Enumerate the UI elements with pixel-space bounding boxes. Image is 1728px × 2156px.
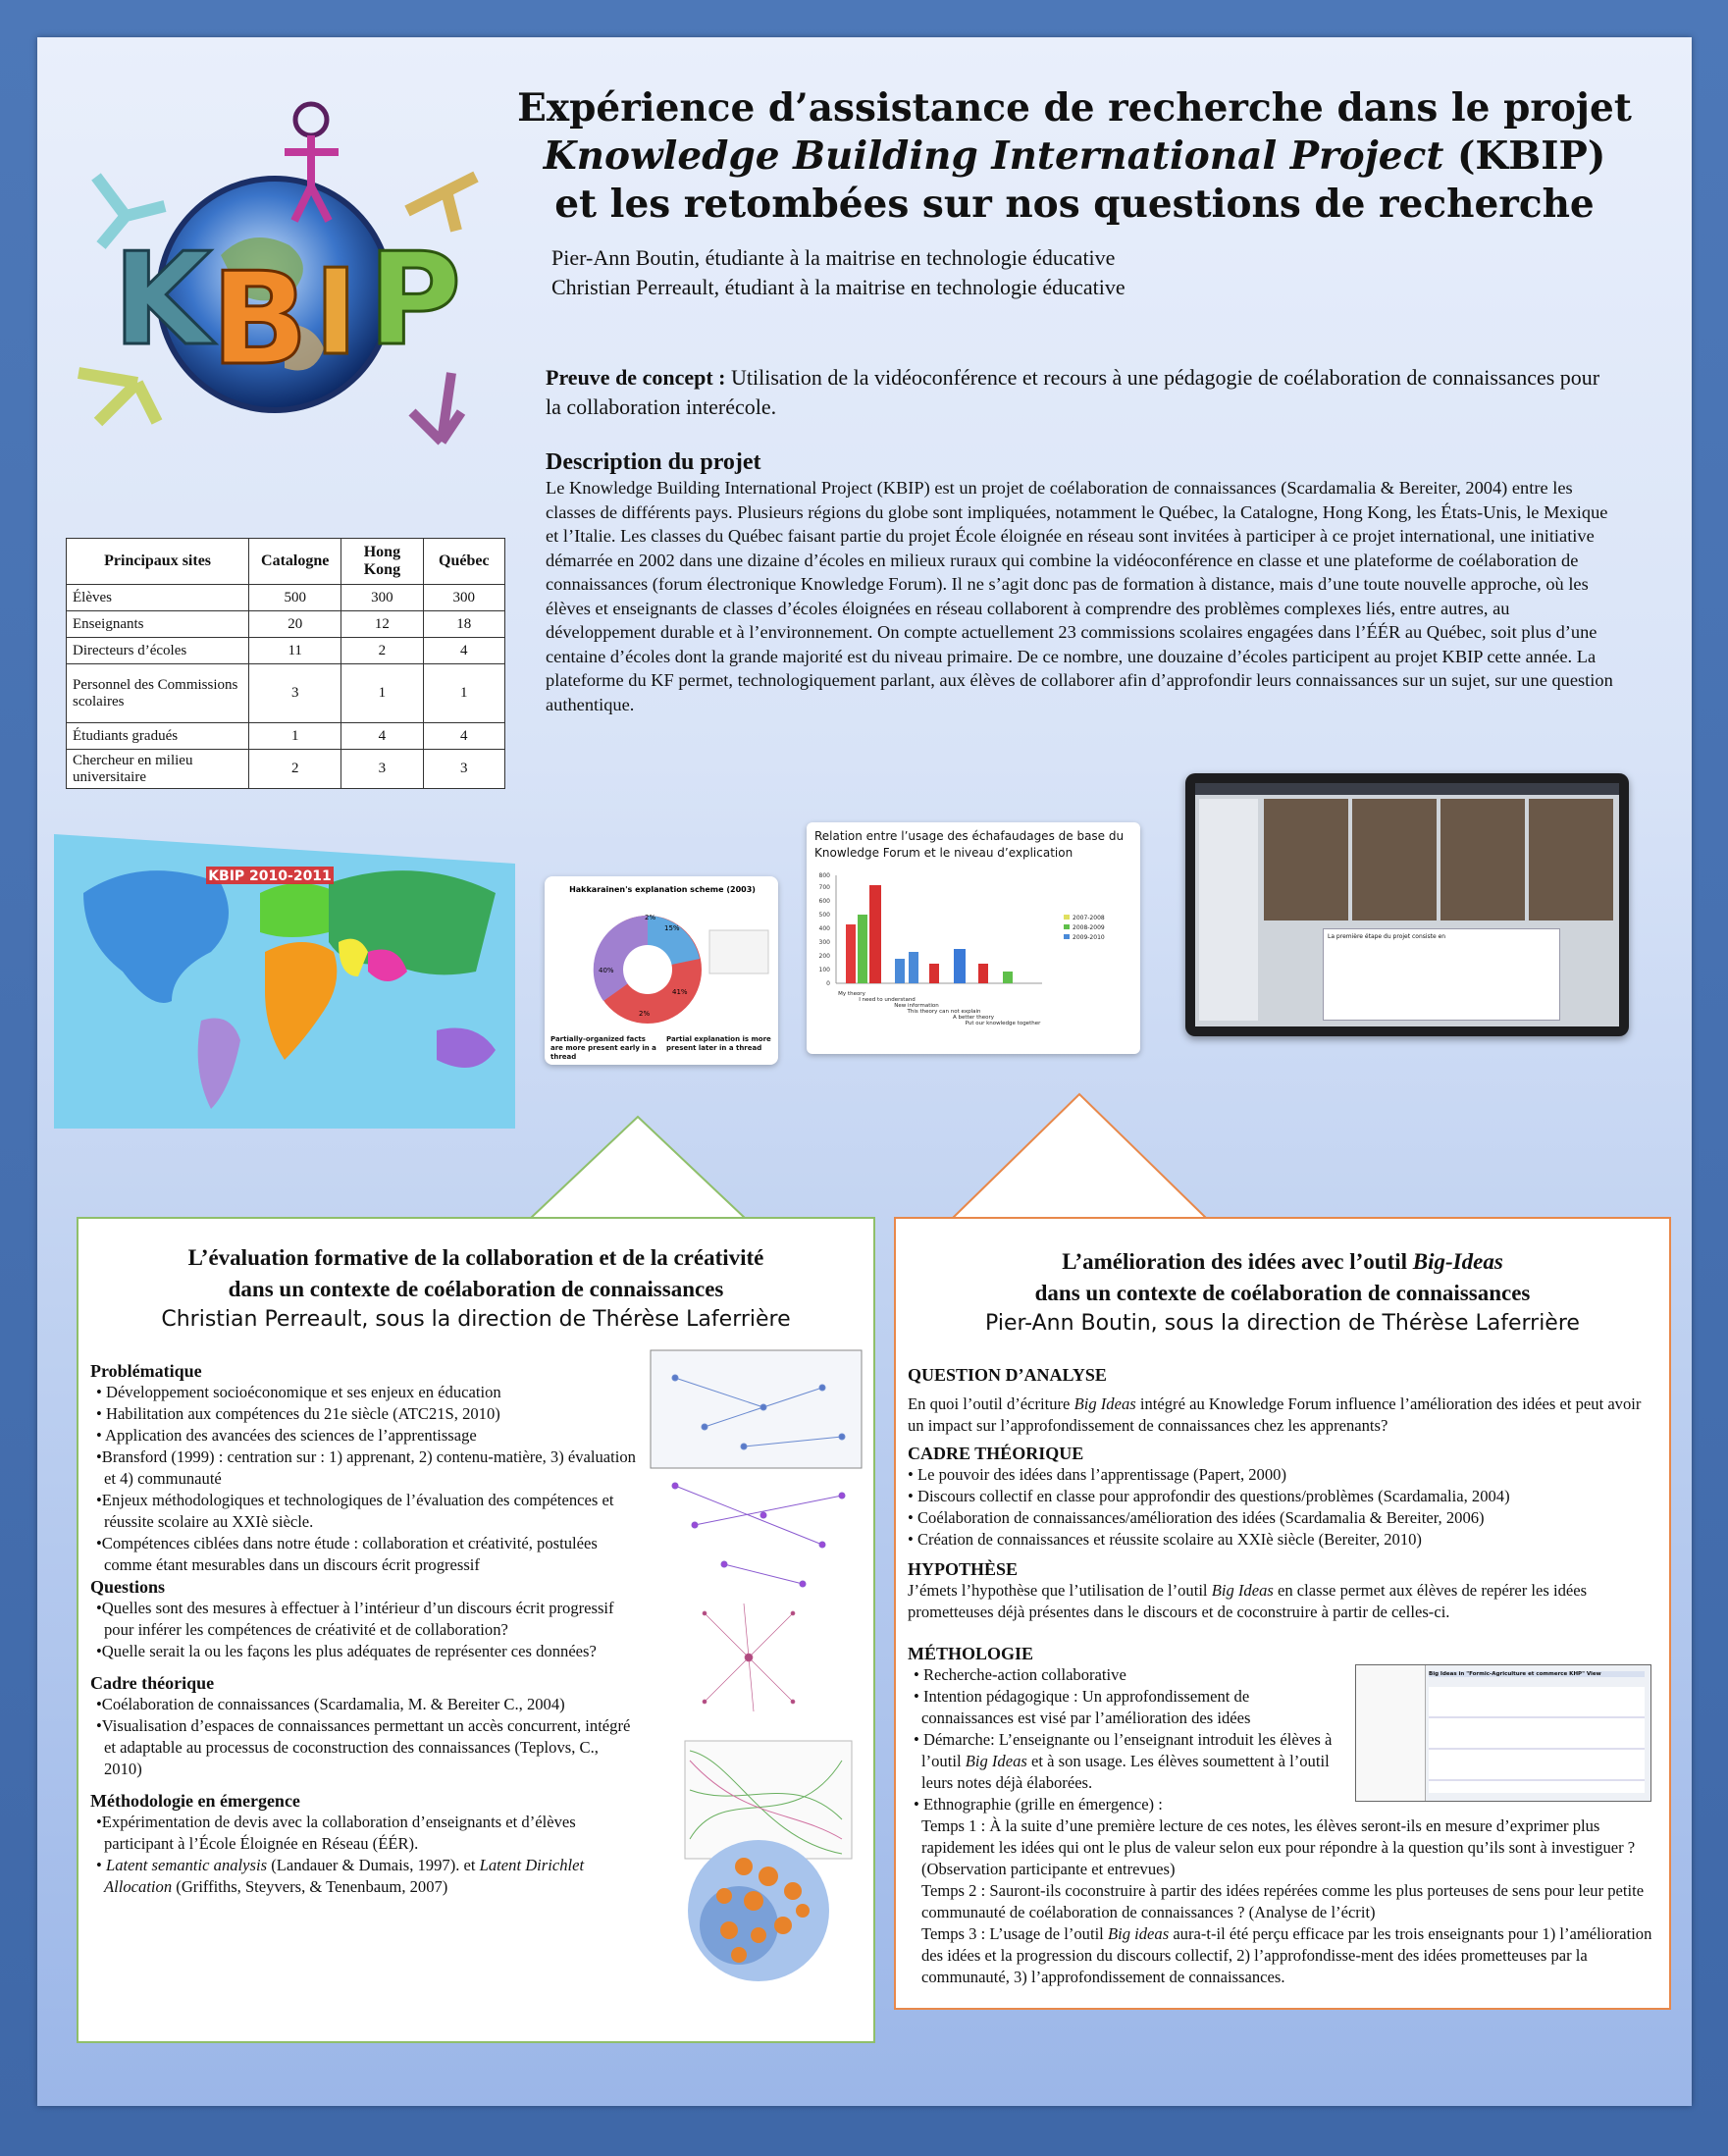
y-tick: 300 xyxy=(818,939,830,946)
list-item: • Intention pédagogique : Un approfondissement de connaissances est visé par l’amélioration des idées xyxy=(914,1687,1251,1727)
italic-term: Big Ideas xyxy=(1211,1581,1274,1600)
time-step-1: Temps 1 : À la suite d’une première lecture de ces notes, les élèves seront-ils en mesure d’exprimer plus rapidement les idées qui ont le plus de valeur selon eux pour répondre à la question qu’ils sont à investiguer ? (Observation participante et entrevues) xyxy=(921,1816,1636,1878)
table-cell: 12 xyxy=(341,611,423,638)
section-heading: QUESTION D’ANALYSE xyxy=(908,1365,1107,1385)
table-cell: 11 xyxy=(249,638,341,664)
section-heading: Questions xyxy=(90,1577,166,1597)
left-box-title-2: dans un contexte de coélaboration de connaissances xyxy=(228,1277,724,1301)
table-cell: 300 xyxy=(341,585,423,611)
legend-item: 2008-2009 xyxy=(1073,924,1105,931)
bar-chart-title: Relation entre l’usage des échafaudages de base du Knowledge Forum et le niveau d’explication xyxy=(814,829,1125,860)
list-item: •Coélaboration de connaissances (Scardamalia, M. & Bereiter C., 2004) xyxy=(96,1695,565,1713)
x-tick: Put our knowledge together xyxy=(965,1021,1041,1026)
list-item: • Ethnographie (grille en émergence) : xyxy=(914,1795,1163,1814)
left-box-content xyxy=(90,1360,640,1898)
table-cell: 4 xyxy=(423,723,504,750)
list-item: •Expérimentation de devis avec la collaboration d’enseignants et d’élèves participant à l’École Éloignée en Réseau (ÉÉR). xyxy=(96,1813,576,1853)
title-line-1: Expérience d’assistance de recherche dans le projet xyxy=(517,85,1632,131)
list-item: •Enjeux méthodologiques et technologiques de l’évaluation des compétences et réussite scolaire au XXIè siècle. xyxy=(96,1491,614,1531)
italic-term: Big Ideas xyxy=(965,1752,1027,1770)
table-cell: 3 xyxy=(423,750,504,789)
table-cell: Directeurs d’écoles xyxy=(67,638,249,664)
pie-caption-left: Partially-organized facts are more present early in a thread xyxy=(550,1035,656,1061)
y-tick: 200 xyxy=(818,953,830,960)
left-box-title-1: L’évaluation formative de la collaboration et de la créativité xyxy=(187,1245,764,1270)
description-heading: Description du projet xyxy=(546,449,761,475)
text-fragment: en classe permet aux élèves de repérer les idées prometteuses déjà présentes dans le discours et de coconstruire à partir de celles-ci. xyxy=(908,1581,1588,1621)
y-tick: 500 xyxy=(818,912,830,919)
x-tick: My theory xyxy=(838,991,865,997)
section-heading: CADRE THÉORIQUE xyxy=(908,1444,1084,1463)
text-fragment: J’émets l’hypothèse que l’utilisation de l’outil xyxy=(908,1581,1212,1600)
italic-term: Big ideas xyxy=(1107,1924,1170,1943)
list-item: • Le pouvoir des idées dans l’apprentissage (Papert, 2000) xyxy=(908,1465,1286,1484)
list-item: • Habilitation aux compétences du 21e siècle (ATC21S, 2010) xyxy=(96,1404,500,1423)
time-step-2: Temps 2 : Sauront-ils coconstruire à partir des idées repérées comme les plus porteuses de sens pour leur petite communauté de coélaboration de connaissances ? (Analyse de l’écrit) xyxy=(921,1881,1645,1921)
table-cell: Étudiants gradués xyxy=(67,723,249,750)
section-heading: Problématique xyxy=(90,1361,202,1381)
table-cell: 4 xyxy=(423,638,504,664)
table-cell: 18 xyxy=(423,611,504,638)
text-fragment: En quoi l’outil d’écriture xyxy=(908,1394,1074,1413)
map-banner: KBIP 2010-2011 xyxy=(208,868,332,884)
list-item: •Quelles sont des mesures à effectuer à l’intérieur d’un discours écrit progressif pour inférer les compétences de créativité et de collaboration? xyxy=(96,1599,614,1639)
list-item: • Création de connaissances et réussite scolaire au XXIè siècle (Bereiter, 2010) xyxy=(908,1530,1422,1549)
list-item: • Développement socioéconomique et ses enjeux en éducation xyxy=(96,1383,501,1401)
y-tick: 0 xyxy=(826,980,830,987)
svg-text:P: P xyxy=(368,225,462,374)
text-fragment: Temps 3 : L’usage de l’outil xyxy=(921,1924,1108,1943)
text-fragment: intégré au Knowledge Forum influence l’amélioration des idées et peut avoir un impact sur l’approfondissement de connaissances chez les apprenants? xyxy=(908,1394,1642,1435)
right-box-title-1 xyxy=(896,1246,1669,1278)
x-tick: A better theory xyxy=(953,1015,994,1021)
table-cell: Enseignants xyxy=(67,611,249,638)
list-item: • Latent semantic analysis (Landauer & Dumais, 1997). et Latent Dirichlet Allocation (Griffiths, Steyvers, & Tenenbaum, 2007) xyxy=(96,1856,585,1896)
table-cell: Élèves xyxy=(67,585,249,611)
left-research-box xyxy=(77,1217,875,2043)
text-fragment: (Landauer & Dumais, 1997). et xyxy=(267,1856,480,1874)
italic-term: Big Ideas xyxy=(1073,1394,1136,1413)
table-cell: 2 xyxy=(249,750,341,789)
svg-text:B: B xyxy=(211,244,309,394)
right-research-box xyxy=(894,1217,1671,2010)
right-box-subtitle: Pier-Ann Boutin, sous la direction de Thérèse Laferrière xyxy=(985,1311,1580,1336)
italic-term: Latent semantic analysis xyxy=(105,1856,268,1874)
big-ideas-screenshot xyxy=(1355,1664,1651,1802)
tablet-caption: La première étape du projet consiste en xyxy=(1328,933,1446,940)
section-heading: HYPOTHÈSE xyxy=(908,1559,1019,1579)
list-item: • Recherche-action collaborative xyxy=(914,1665,1126,1684)
title-line-2-italic: Knowledge Building International Project xyxy=(543,133,1444,179)
table-cell: 1 xyxy=(423,664,504,723)
table-cell: 1 xyxy=(249,723,341,750)
table-cell: 2 xyxy=(341,638,423,664)
italic-term: Latent Dirichlet Allocation xyxy=(104,1856,585,1896)
x-tick: I need to understand xyxy=(859,997,916,1003)
proof-text: Utilisation de la vidéoconférence et recours à une pédagogie de coélaboration de connaissances pour la collaboration interécole. xyxy=(546,365,1600,419)
logo-letter-k: K xyxy=(113,225,212,374)
list-item: •Bransford (1999) : centration sur : 1) apprenant, 2) contenu-matière, 3) évaluation et 4) communauté xyxy=(96,1447,636,1488)
text-fragment: et à son usage. Les élèves soumettent à l’outil leurs notes déjà élaborées. xyxy=(921,1752,1330,1792)
list-item xyxy=(908,1729,1339,1794)
y-tick: 700 xyxy=(818,884,830,891)
table-cell: 4 xyxy=(341,723,423,750)
table-header: Catalogne xyxy=(249,539,341,585)
right-box-title-2: dans un contexte de coélaboration de connaissances xyxy=(1034,1281,1531,1305)
text-fragment: • Démarche: L’enseignante ou l’enseignant introduit les élèves à l’outil xyxy=(914,1730,1333,1770)
y-tick: 800 xyxy=(818,872,830,879)
table-cell: 1 xyxy=(341,664,423,723)
pie-caption-right: Partial explanation is more present later in a thread xyxy=(666,1035,771,1052)
x-tick: This theory can not explain xyxy=(907,1009,981,1015)
title-line-3: et les retombées sur nos questions de recherche xyxy=(554,182,1595,227)
list-item: •Compétences ciblées dans notre étude : collaboration et créativité, postulées comme étant mesurables dans un discours écrit progressif xyxy=(96,1534,598,1574)
y-tick: 100 xyxy=(818,967,830,973)
table-cell: Chercheur en milieu universitaire xyxy=(67,750,249,789)
list-item: • Discours collectif en classe pour approfondir des questions/problèmes (Scardamalia, 2004) xyxy=(908,1487,1510,1505)
table-cell: Personnel des Commissions scolaires xyxy=(67,664,249,723)
text-fragment: aura-t-il été perçu efficace par les trois enseignants pour 1) l’amélioration des idées et la progression du discours collectif, 2) l’approfondisse-ment des idées prometteuses par la communauté, 3) l’approfondissement de connaissances. xyxy=(921,1924,1652,1986)
table-cell: 500 xyxy=(249,585,341,611)
author-2: Christian Perreault, étudiant à la maitrise en technologie éducative xyxy=(551,275,1126,299)
table-cell: 300 xyxy=(423,585,504,611)
time-step-3 xyxy=(921,1923,1653,1988)
pie-label: 2% xyxy=(645,914,656,921)
title-line-2-rest: (KBIP) xyxy=(1443,133,1606,179)
table-cell: 3 xyxy=(249,664,341,723)
pie-label: 2% xyxy=(639,1010,651,1018)
cluster-visualization xyxy=(685,1837,832,1984)
legend-item: 2007-2008 xyxy=(1073,915,1105,921)
left-box-subtitle: Christian Perreault, sous la direction de Thérèse Laferrière xyxy=(161,1307,791,1332)
table-header: Principaux sites xyxy=(67,539,249,585)
table-cell: 20 xyxy=(249,611,341,638)
section-heading: Méthodologie en émergence xyxy=(90,1791,300,1811)
section-heading: Cadre théorique xyxy=(90,1673,215,1693)
description-text: Le Knowledge Building International Project (KBIP) est un projet de coélaboration de connaissances (Scardamalia & Bereiter, 2004) entre les classes de différents pays. Plusieurs régions du globe sont impliquées, notamment le Québec, la Catalogne, Hong Kong, les États-Unis, le Mexique et l’Italie. Les classes du Québec faisant partie du projet École éloignée en réseau sont invitées à participer à ce projet international, une initiative démarrée en 2002 dans une dizaine d’écoles en milieux ruraux qui combine la vidéoconférence en classe et une plateforme de coélaboration de connaissances (forum électronique Knowledge Forum). Il ne s’agit donc pas de formation à distance, mais d’une toute nouvelle approche, où les élèves et enseignants de classes d’écoles éloignées en réseau collaborent à comprendre des problèmes complexes liés, entre autres, au développement durable et à l’environnement. On compte actuellement 23 commissions scolaires engagées dans l’ÉÉR au Québec, soit plus d’une centaine d’écoles dont la grande majorité est du niveau primaire. De ce nombre, une douzaine d’écoles participent au projet KBIP cette année. La plateforme du KF permet, technologiquement parlant, aux élèves de collaborer afin d’approfondir leurs connaissances sur un sujet, sur une question authentique. xyxy=(546,478,1613,714)
proof-label: Preuve de concept : xyxy=(546,365,726,390)
pie-title: Hakkarainen's explanation scheme (2003) xyxy=(569,885,756,894)
legend-item: 2009-2010 xyxy=(1073,934,1105,941)
section-heading: MÉTHOLOGIE xyxy=(908,1644,1034,1663)
hypothesis-text xyxy=(908,1580,1653,1623)
svg-text:I: I xyxy=(314,245,358,382)
y-tick: 600 xyxy=(818,898,830,905)
screenshot-title: Big Ideas in "Formic-Agriculture et commerce KHP" View xyxy=(1429,1671,1645,1677)
table-cell: 3 xyxy=(341,750,423,789)
author-1: Pier-Ann Boutin, étudiante à la maitrise en technologie éducative xyxy=(551,245,1116,270)
title-text: L’amélioration des idées avec l’outil xyxy=(1062,1249,1413,1274)
x-tick: New information xyxy=(894,1003,939,1009)
pie-label: 15% xyxy=(664,924,680,932)
text-fragment: (Griffiths, Steyvers, & Tenenbaum, 2007) xyxy=(172,1877,448,1896)
pie-label: 40% xyxy=(599,967,614,974)
title-italic: Big-Ideas xyxy=(1412,1249,1503,1274)
table-header: Hong Kong xyxy=(341,539,423,585)
list-item: • Coélaboration de connaissances/amélioration des idées (Scardamalia & Bereiter, 2006) xyxy=(908,1508,1485,1527)
list-item: • Application des avancées des sciences de l’apprentissage xyxy=(96,1426,477,1445)
y-tick: 400 xyxy=(818,925,830,932)
list-item: •Visualisation d’espaces de connaissances permettant un accès concurrent, intégré et adaptable au processus de coconstruction des connaissances (Teplovs, C., 2010) xyxy=(96,1716,631,1778)
question-text xyxy=(908,1394,1653,1437)
pie-label: 41% xyxy=(672,988,688,996)
table-header: Québec xyxy=(423,539,504,585)
list-item: •Quelle serait la ou les façons les plus adéquates de représenter ces données? xyxy=(96,1642,597,1660)
